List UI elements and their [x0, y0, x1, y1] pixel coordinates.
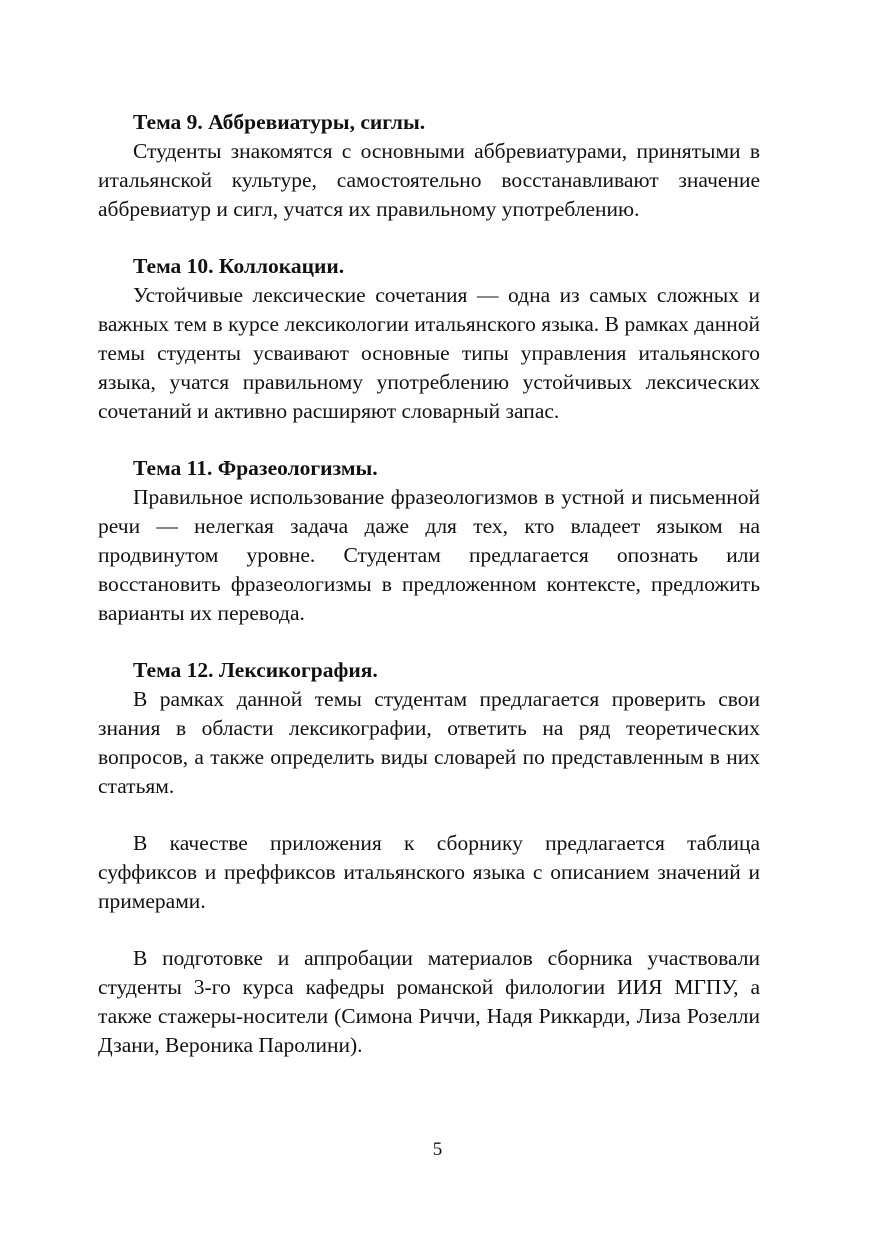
topic-10-heading: Тема 10. Коллокации.	[133, 254, 345, 278]
topic-9-text: Студенты знакомятся с основными аббревиатурами, принятыми в итальянской культуре, самостоятельно восстанавливают значение аббревиатур и сигл, учатся их правильному употреблению.	[98, 139, 760, 221]
topic-12-heading: Тема 12. Лексикография.	[133, 658, 378, 682]
acknowledgements	[98, 944, 760, 1060]
topic-11-heading: Тема 11. Фразеологизмы.	[133, 456, 378, 480]
page-body	[98, 108, 760, 1088]
topic-11-text: Правильное использование фразеологизмов в устной и письменной речи — нелегкая задача даже для тех, кто владеет языком на продвинутом уровне. Студентам предлагается опознать или восстановить фразеологизмы в предложенном контексте, предложить варианты их перевода.	[98, 485, 760, 625]
topic-10-text: Устойчивые лексические сочетания — одна из самых сложных и важных тем в курсе лексикологии итальянского языка. В рамках данной темы студенты усваивают основные типы управления итальянского языка, учатся правильному употреблению устойчивых лексических сочетаний и активно расширяют словарный запас.	[98, 283, 760, 423]
section-topic-12	[98, 656, 760, 801]
section-topic-9	[98, 108, 760, 224]
appendix-paragraph: В качестве приложения к сборнику предлагается таблица суффиксов и преффиксов итальянского языка с описанием значений и примерами.	[98, 831, 760, 913]
page-number: 5	[432, 1139, 443, 1160]
appendix-note	[98, 829, 760, 916]
acknowledgements-paragraph: В подготовке и аппробации материалов сборника участвовали студенты 3-го курса кафедры романской филологии ИИЯ МГПУ, а также стажеры-носители (Симона Риччи, Надя Риккарди, Лиза Розелли Дзани, Вероника Паролини).	[98, 946, 760, 1057]
section-topic-11	[98, 454, 760, 628]
topic-12-text: В рамках данной темы студентам предлагается проверить свои знания в области лексикографии, ответить на ряд теоретических вопросов, а также определить виды словарей по представленным в них статьям.	[98, 687, 760, 798]
topic-9-heading: Тема 9. Аббревиатуры, сиглы.	[133, 110, 426, 134]
section-topic-10	[98, 252, 760, 426]
